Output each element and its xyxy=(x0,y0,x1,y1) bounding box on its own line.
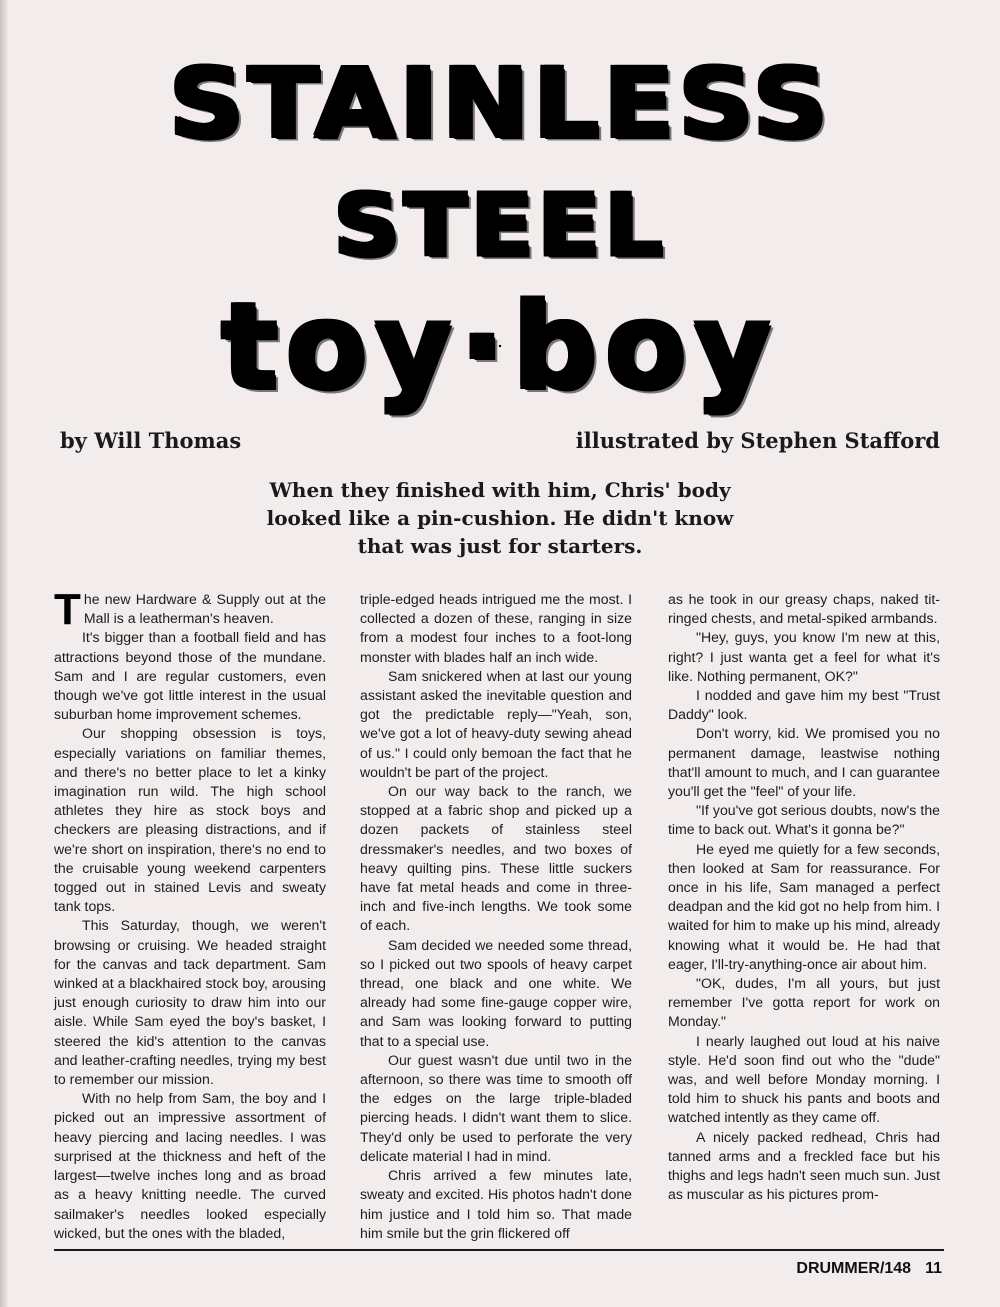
paragraph: I nearly laughed out loud at his naive style. He'd soon find out who the "dude" was, and well before Monday morning. I told him to shuck his pants and boots and watched intently as they came off. xyxy=(668,1032,940,1126)
paragraph: "If you've got serious doubts, now's the time to back out. What's it gonna be?" xyxy=(668,802,940,838)
paragraph: A nicely packed redhead, Chris had tanned arms and a freckled face but his thighs and legs hadn't seen much sun. Just as muscular as his pictures prom- xyxy=(668,1128,940,1203)
paragraph: triple-edged heads intrigued me the most. I collected a dozen of these, ranging in size from a modest four inches to a foot-long monster with blades half an inch wide. xyxy=(360,591,632,665)
paragraph: Don't worry, kid. We promised you no permanent damage, leastwise nothing that'll amount to much, and I can guarantee you'll get the "feel" of your life. xyxy=(668,725,940,800)
illustrator-byline: illustrated by Stephen Stafford xyxy=(575,428,940,453)
paragraph: Sam decided we needed some thread, so I picked out two spools of heavy carpet thread, one black and one white. We already had some fine-gauge copper wire, and Sam was looking forward to putting that to a special use. xyxy=(360,936,632,1049)
magazine-issue: DRUMMER/148 xyxy=(796,1260,912,1277)
folio xyxy=(782,1260,942,1278)
paragraph: as he took in our greasy chaps, naked tit-ringed chests, and metal-spiked armbands. xyxy=(668,591,940,627)
author-byline: by Will Thomas xyxy=(60,428,242,453)
paragraph: The new Hardware & Supply out at the Mall is a leatherman's heaven. xyxy=(54,585,326,634)
article-column-1 xyxy=(54,585,326,1243)
title-line-1: STAINLESS xyxy=(0,52,1000,153)
title-line-2: STEEL xyxy=(0,182,1000,270)
paragraph: This Saturday, though, we weren't browsing or cruising. We headed straight for the canvas and tack department. Sam winked at a blackhaired stock boy, arousing just enough curiosity to draw him into our aisle. While Sam eyed the boy's basket, I steered the kid's attention to the canvas and leather-crafting needles, trying my best to remember our mission. xyxy=(54,917,326,1088)
title-line-3: toy·boy xyxy=(0,286,1000,406)
page-number: 11 xyxy=(925,1260,942,1277)
deck-line: When they finished with him, Chris' body xyxy=(269,478,731,502)
paragraph: Our guest wasn't due until two in the afternoon, so there was time to smooth off the edges on the large triple-bladed piercing heads. I didn't want them to slice. They'd only be used to perforate the very delicate material I had in mind. xyxy=(360,1051,632,1164)
paragraph: Chris arrived a few minutes late, sweaty and excited. His photos hadn't done him justice and I told him so. That made him smile but the grin flickered off xyxy=(360,1167,632,1241)
paragraph: On our way back to the ranch, we stopped at a fabric shop and picked up a dozen packets of stainless steel dressmaker's needles, and two boxes of heavy quilting pins. These little suckers have fat metal heads and come in three-inch and five-inch lengths. We took some of each. xyxy=(360,783,632,934)
article-column-3 xyxy=(668,590,940,1205)
deck-line: that was just for starters. xyxy=(357,534,643,558)
paragraph: He eyed me quietly for a few seconds, then looked at Sam for reassurance. For once in his life, Sam managed a perfect deadpan and the kid got no help from him. I waited for him to make up his mind, already knowing what it would be. He had that eager, I'll-try-anything-once air about him. xyxy=(668,840,940,972)
paragraph: With no help from Sam, the boy and I picked out an impressive assortment of heavy piercing and lacing needles. I was surprised at the thickness and heft of the largest—twelve inches long and as broad as a heavy knitting needle. The curved sailmaker's needles looked especially wicked, but the ones with the bladed, xyxy=(54,1090,326,1241)
footer-rule xyxy=(54,1249,944,1251)
paragraph: I nodded and gave him my best "Trust Daddy" look. xyxy=(668,687,940,723)
deck-line: looked like a pin-cushion. He didn't know xyxy=(266,506,734,530)
paragraph: Sam snickered when at last our young assistant asked the inevitable question and got the predictable reply—"Yeah, son, we've got a lot of heavy-duty sewing ahead of us." I could only bemoan the fact that he wouldn't be part of the project. xyxy=(360,667,632,780)
drop-cap: T xyxy=(54,585,81,634)
paragraph: Our shopping obsession is toys, especially variations on familiar themes, and there's no better place to let a kinky imagination run wild. The high school athletes they hire as stock boys and checkers are pleasing distractions, and if we're short on inspiration, there's no end to the cruisable young weekend carpenters togged out in stained Levis and sweaty tank tops. xyxy=(54,725,326,915)
article-column-2 xyxy=(360,590,632,1243)
article-deck xyxy=(200,476,800,560)
paragraph: "Hey, guys, you know I'm new at this, right? I just wanta get a feel for what it's like. Nothing permanent, OK?" xyxy=(668,629,940,684)
paragraph: "OK, dudes, I'm all yours, but just remember I've gotta report for work on Monday." xyxy=(668,975,940,1030)
paragraph: It's bigger than a football field and has attractions beyond those of the mundane. Sam and I are regular customers, even though we've got little interest in the usual suburban home improvement schemes. xyxy=(54,629,326,723)
